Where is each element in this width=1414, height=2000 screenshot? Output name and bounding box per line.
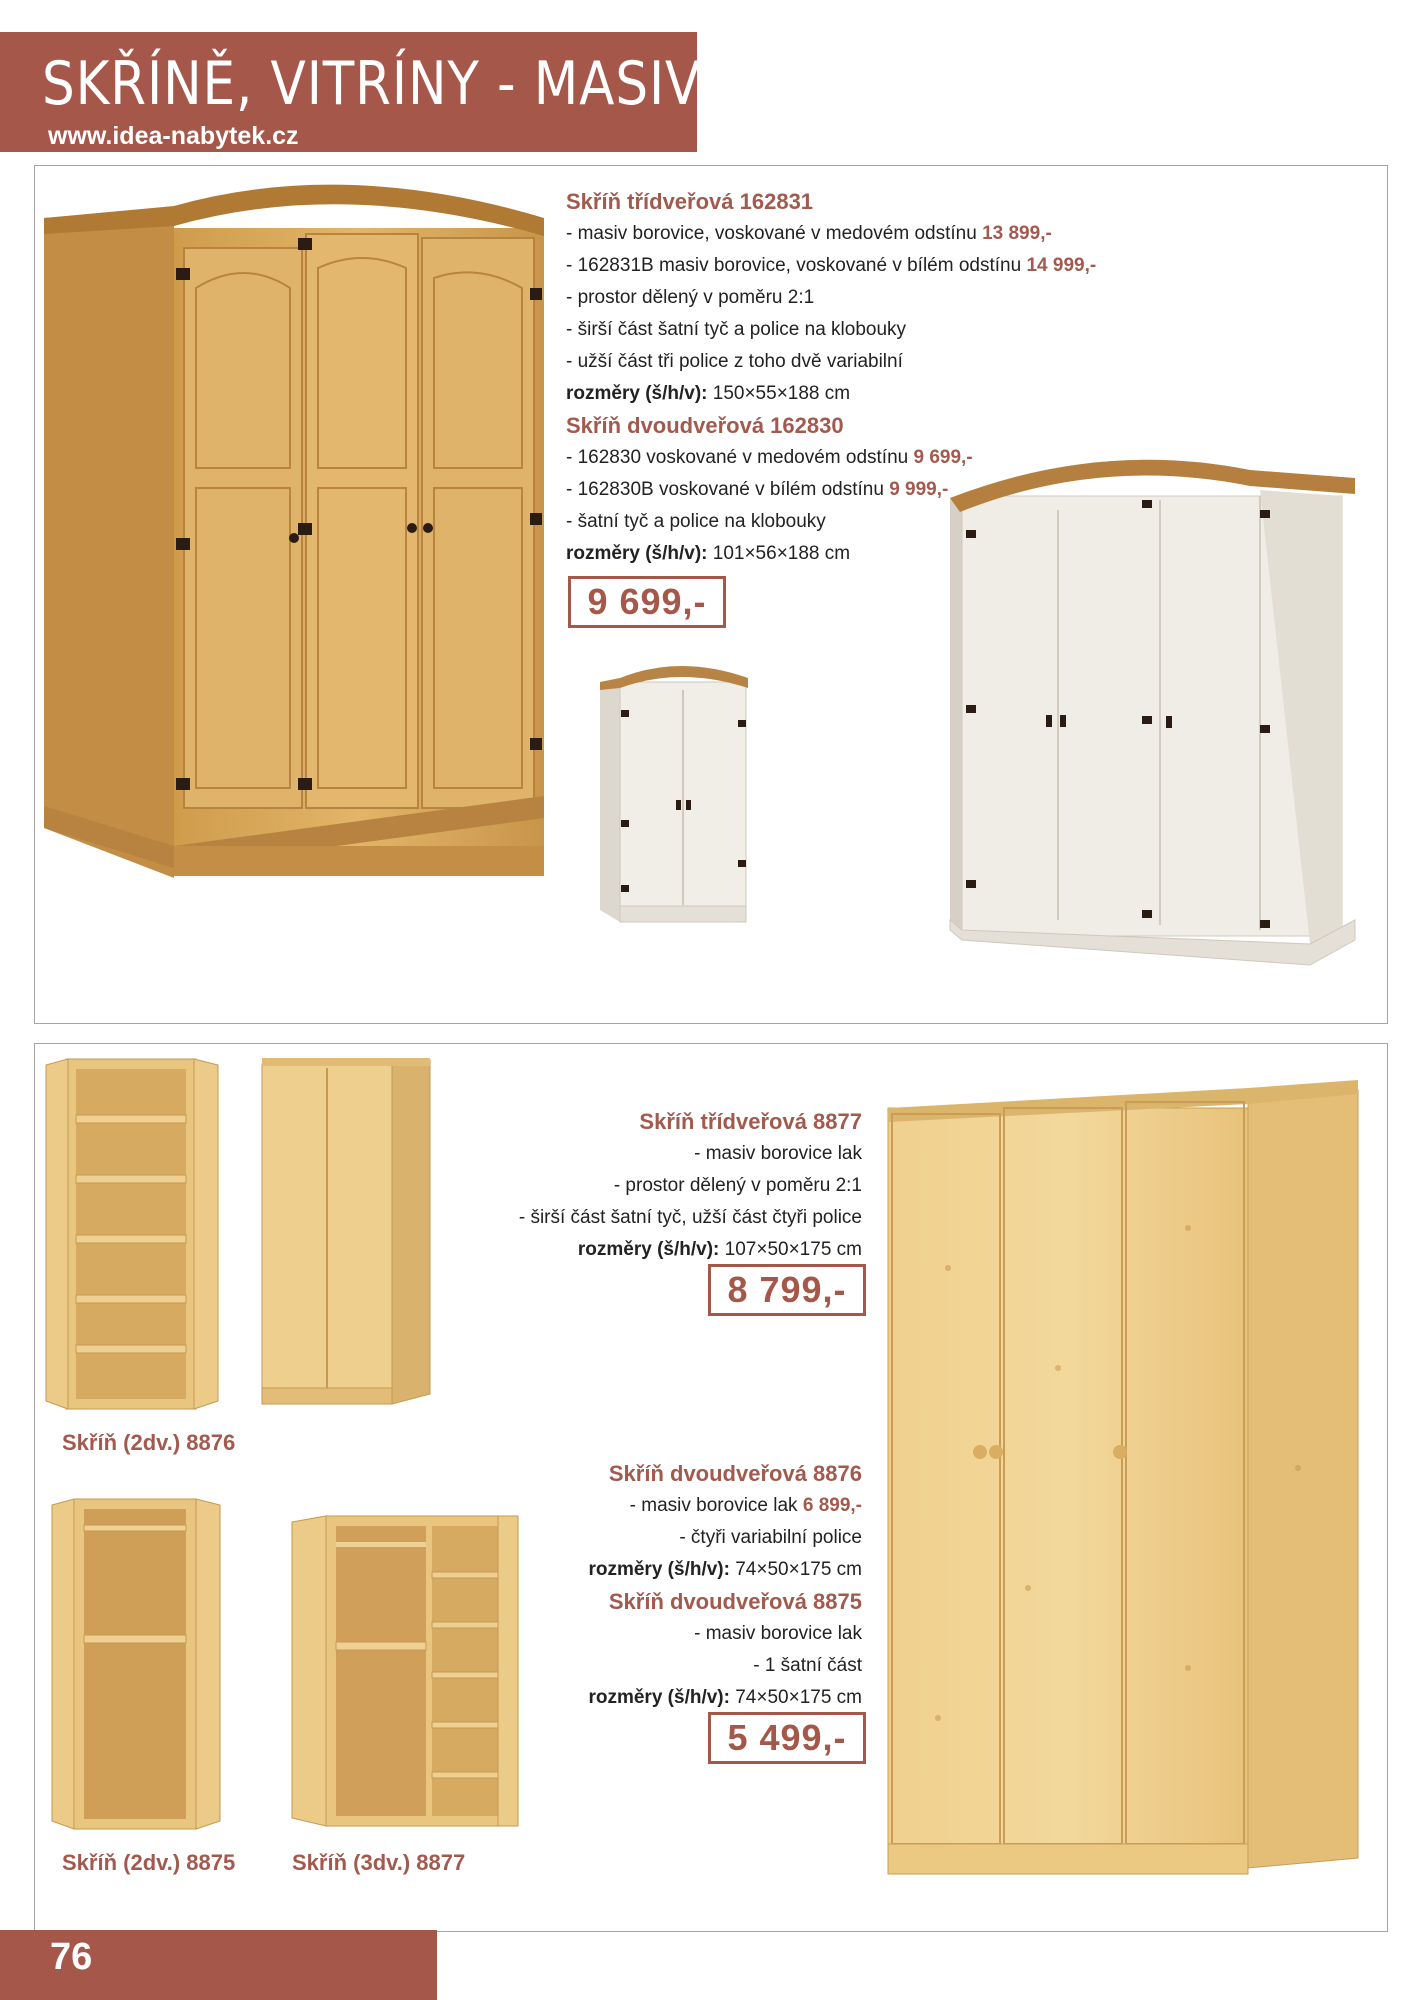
spec-line: - prostor dělený v poměru 2:1 bbox=[566, 287, 815, 308]
dimensions: rozměry (š/h/v): 150×55×188 cm bbox=[566, 383, 851, 404]
price-inline: 9 699,- bbox=[913, 447, 973, 468]
wardrobe-8876-open-image bbox=[46, 1055, 218, 1425]
website-url[interactable]: www.idea-nabytek.cz bbox=[48, 122, 299, 150]
page-number: 76 bbox=[50, 1936, 93, 1978]
wardrobe-8876-closed-image bbox=[262, 1058, 432, 1418]
product-8877 bbox=[519, 1106, 862, 1266]
product-title: Skříň dvoudveřová 8875 bbox=[608, 1589, 862, 1614]
product-title: Skříň třídveřová 162831 bbox=[566, 189, 814, 214]
product-title: Skříň dvoudveřová 162830 bbox=[566, 413, 844, 438]
page-title: SKŘÍNĚ, VITRÍNY - MASIV bbox=[42, 49, 702, 119]
spec-line: - 162830B voskované v bílém odstínu 9 999,- bbox=[566, 479, 949, 500]
spec-line: - masiv borovice lak bbox=[694, 1143, 862, 1164]
spec-line: - 162831B masiv borovice, voskované v bílém odstínu 14 999,- bbox=[566, 255, 1097, 276]
caption-8876: Skříň (2dv.) 8876 bbox=[62, 1430, 236, 1455]
price-box: 9 699,- bbox=[568, 576, 726, 628]
dimensions: rozměry (š/h/v): 101×56×188 cm bbox=[566, 543, 851, 564]
wardrobe-162831-honey-image bbox=[44, 178, 554, 898]
spec-line: - prostor dělený v poměru 2:1 bbox=[613, 1175, 862, 1196]
product-title: Skříň třídveřová 8877 bbox=[639, 1109, 862, 1134]
caption-8877: Skříň (3dv.) 8877 bbox=[292, 1850, 466, 1875]
wardrobe-8877-closed-image bbox=[888, 1068, 1368, 1903]
dimensions: rozměry (š/h/v): 74×50×175 cm bbox=[588, 1687, 862, 1708]
spec-line: - masiv borovice lak 6 899,- bbox=[629, 1495, 862, 1516]
wardrobe-8875-open-image bbox=[52, 1495, 222, 1845]
wardrobe-162830-white-image bbox=[600, 660, 752, 930]
dimensions: rozměry (š/h/v): 74×50×175 cm bbox=[588, 1559, 862, 1580]
spec-line: - 162830 voskované v medovém odstínu 9 699,- bbox=[566, 447, 973, 468]
product-8876-8875 bbox=[588, 1458, 862, 1714]
wardrobe-8877-open-image bbox=[292, 1512, 522, 1847]
price-inline: 6 899,- bbox=[802, 1495, 862, 1516]
caption-8875: Skříň (2dv.) 8875 bbox=[62, 1850, 236, 1875]
price-box: 5 499,- bbox=[708, 1712, 866, 1764]
spec-line: - širší část šatní tyč a police na klobouky bbox=[566, 319, 907, 340]
spec-line: - čtyři variabilní police bbox=[679, 1527, 862, 1548]
spec-line: - 1 šatní část bbox=[753, 1655, 862, 1676]
spec-line: - širší část šatní tyč, užší část čtyři police bbox=[518, 1207, 862, 1228]
spec-line: - užší část tři police z toho dvě variabilní bbox=[566, 351, 903, 372]
price-inline: 13 899,- bbox=[982, 223, 1052, 244]
price-box: 8 799,- bbox=[708, 1264, 866, 1316]
price-inline: 14 999,- bbox=[1026, 255, 1097, 276]
product-title: Skříň dvoudveřová 8876 bbox=[608, 1461, 862, 1486]
spec-line: - masiv borovice lak bbox=[694, 1623, 862, 1644]
price-inline: 9 999,- bbox=[889, 479, 949, 500]
spec-line: - masiv borovice, voskované v medovém odstínu 13 899,- bbox=[566, 223, 1052, 244]
dimensions: rozměry (š/h/v): 107×50×175 cm bbox=[577, 1239, 862, 1260]
wardrobe-162831B-white-image bbox=[950, 450, 1355, 990]
spec-line: - šatní tyč a police na klobouky bbox=[566, 511, 826, 532]
